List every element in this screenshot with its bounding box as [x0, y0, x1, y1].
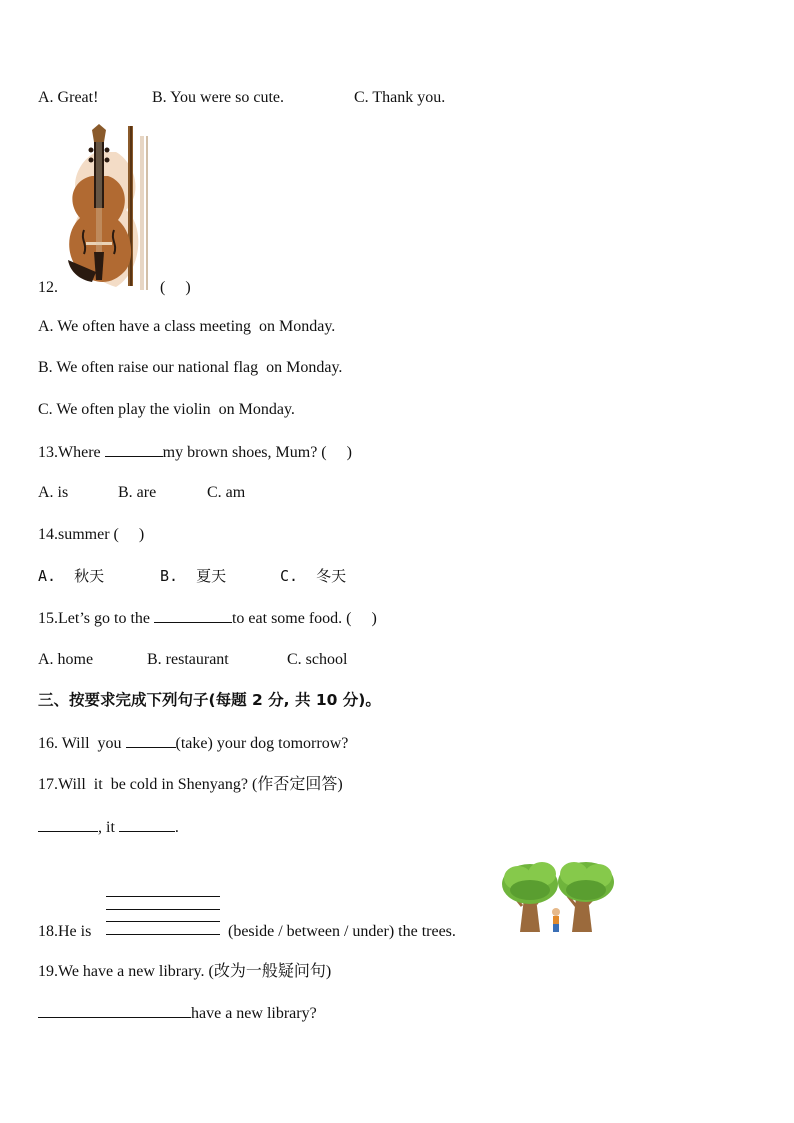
q14-option-a: A. 秋天: [38, 567, 105, 585]
q18-answer-line-3[interactable]: [106, 921, 220, 922]
q12-option-b: B. We often raise our national flag on Monday.: [38, 359, 343, 376]
q13-option-a: A. is: [38, 484, 69, 501]
q16-text-post: (take) your dog tomorrow?: [175, 735, 349, 752]
q18-answer-line-4[interactable]: [106, 934, 220, 935]
q16-text-pre: 16. Will you: [38, 735, 126, 752]
q12-number: 12.: [38, 279, 58, 296]
q13-text-post: my brown shoes, Mum? ( ): [162, 444, 352, 461]
q13-question: [38, 442, 352, 463]
q11-option-b: B. You were so cute.: [152, 89, 284, 106]
q18-answer-line-1[interactable]: [106, 896, 220, 897]
q15-text-pre: 15.Let’s go to the: [38, 610, 154, 627]
q19-text-post: have a new library?: [191, 1005, 317, 1022]
q17-answer-line: [38, 817, 179, 838]
q12-answer-paren[interactable]: ( ): [160, 279, 191, 296]
q17-blank-1[interactable]: [38, 817, 98, 832]
q14-option-c: C. 冬天: [280, 567, 347, 585]
q15-option-a: A. home: [38, 651, 94, 668]
q13-option-c: C. am: [207, 484, 246, 501]
q14-question: 14.summer ( ): [38, 526, 145, 543]
q15-option-c: C. school: [287, 651, 348, 668]
q13-blank[interactable]: [105, 442, 163, 457]
q11-option-a: A. Great!: [38, 89, 99, 106]
q17-text-end: .: [174, 819, 179, 836]
q15-option-b: B. restaurant: [147, 651, 229, 668]
q12-option-a: A. We often have a class meeting on Monday.: [38, 318, 336, 335]
q14-option-b: B. 夏天: [160, 567, 227, 585]
q17-question: 17.Will it be cold in Shenyang? (作否定回答): [38, 776, 343, 793]
q18-answer-line-2[interactable]: [106, 909, 220, 910]
q19-question: 19.We have a new library. (改为一般疑问句): [38, 963, 332, 980]
q12-option-c: C. We often play the violin on Monday.: [38, 401, 295, 418]
q15-blank[interactable]: [154, 608, 232, 623]
q18-text-post: (beside / between / under) the trees.: [228, 923, 456, 940]
q15-question: [38, 608, 377, 629]
q17-blank-2[interactable]: [119, 817, 175, 832]
q19-answer-line: [38, 1003, 317, 1024]
q19-blank[interactable]: [38, 1003, 191, 1018]
q18-text-pre: 18.He is: [38, 923, 96, 940]
q11-option-c: C. Thank you.: [354, 89, 446, 106]
q17-text-mid: , it: [98, 819, 119, 836]
q13-option-b: B. are: [118, 484, 157, 501]
section-3-heading: 三、按要求完成下列句子(每题 2 分, 共 10 分)。: [38, 691, 381, 709]
q13-text-pre: 13.Where: [38, 444, 105, 461]
q15-text-post: to eat some food. ( ): [231, 610, 377, 627]
q16-question: [38, 733, 348, 754]
trees-illustration: [500, 856, 618, 936]
q16-blank[interactable]: [126, 733, 176, 748]
violin-illustration: [56, 122, 156, 294]
